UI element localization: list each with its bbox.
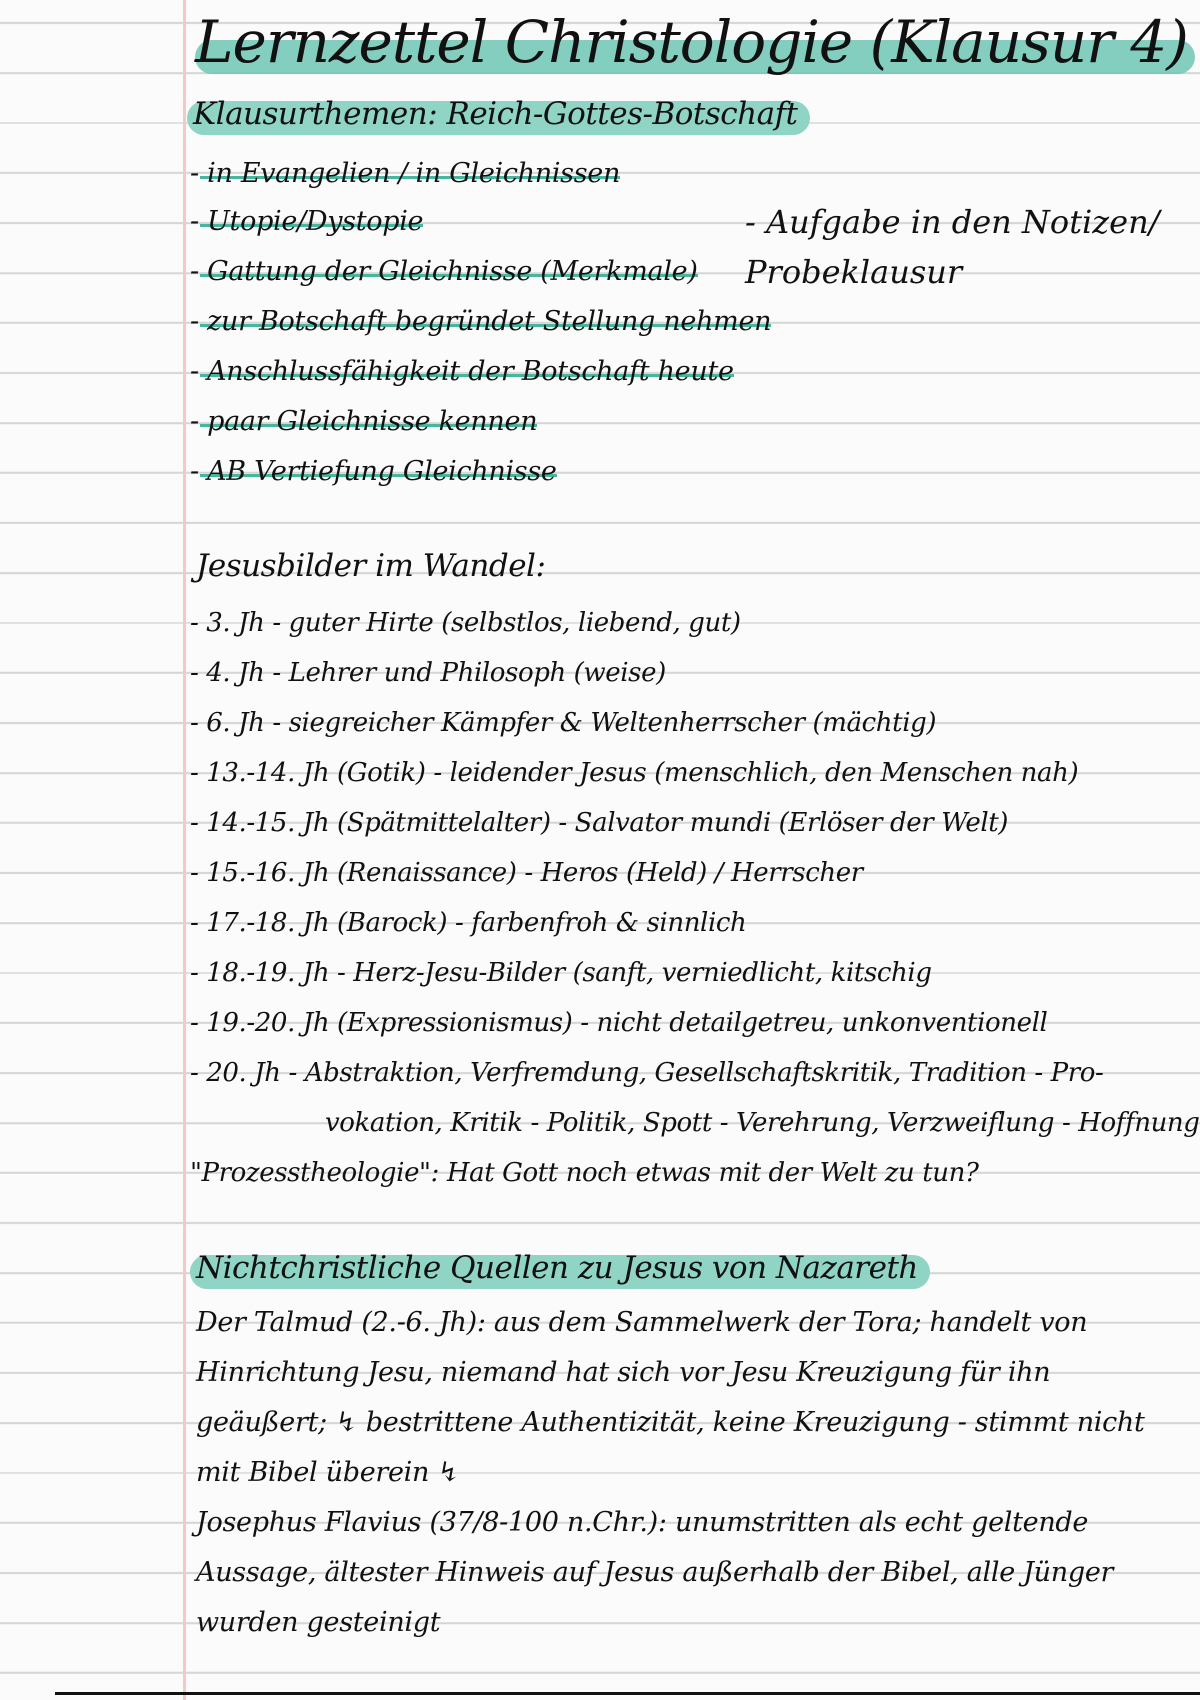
notebook-margin-line [183, 0, 186, 1700]
topic-item [190, 398, 537, 446]
quellen-heading [196, 1243, 918, 1293]
topic-item-label: - paar Gleichnisse kennen [190, 406, 538, 437]
klausurthemen-heading [193, 89, 798, 139]
list-item-continuation: vokation, Kritik - Politik, Spott - Verehrung, Verzweiflung - Hoffnung [325, 1108, 1200, 1138]
topic-item [190, 150, 620, 198]
topic-item-label: - Utopie/Dystopie [190, 206, 424, 237]
talmud-paragraph: Der Talmud (2.-6. Jh): aus dem Sammelwerk der Tora; handelt von Hinrichtung Jesu, niemand hat sich vor Jesu Kreuzigung für ihn geäußert; ↯ bestrittene Authentizität, keine Kreuzigung - stimmt nicht mit Bibel überein ↯ [196, 1307, 1145, 1488]
list-item: - 6. Jh - siegreicher Kämpfer & Weltenherrscher (mächtig) [190, 708, 937, 738]
topic-item [190, 348, 734, 396]
topic-item-label: - Anschlussfähigkeit der Botschaft heute [190, 356, 734, 387]
list-item: - 18.-19. Jh - Herz-Jesu-Bilder (sanft, verniedlicht, kitschig [190, 958, 932, 988]
josephus-paragraph: Josephus Flavius (37/8-100 n.Chr.): unumstritten als echt geltende Aussage, ältester Hinweis auf Jesus außerhalb der Bibel, alle Jünger wurden gesteinigt [196, 1507, 1114, 1638]
topic-item-label: - AB Vertiefung Gleichnisse [190, 456, 557, 487]
quellen-heading-text: Nichtchristliche Quellen zu Jesus von Nazareth [196, 1250, 918, 1286]
jesusbilder-heading [196, 541, 545, 591]
bottom-rule [55, 1692, 1200, 1695]
topic-item [190, 198, 423, 246]
topic-item [190, 298, 771, 346]
topic-item [190, 448, 557, 496]
topic-item-label: - Gattung der Gleichnisse (Merkmale) [190, 256, 698, 287]
jesusbilder-heading-text: Jesusbilder im Wandel: [196, 548, 546, 584]
prozesstheologie-note: "Prozesstheologie": Hat Gott noch etwas mit der Welt zu tun? [190, 1158, 979, 1188]
side-note: - Aufgabe in den Notizen/ Probeklausur [745, 203, 1160, 291]
page-title [195, 0, 1195, 84]
list-item: - 19.-20. Jh (Expressionismus) - nicht detailgetreu, unkonventionell [190, 1008, 1048, 1038]
page-title-text: Lernzettel Christologie (Klausur 4) [195, 8, 1188, 76]
topic-item-label: - zur Botschaft begründet Stellung nehmen [190, 306, 772, 337]
list-item: - 15.-16. Jh (Renaissance) - Heros (Held) / Herrscher [190, 858, 863, 888]
topic-item-label: - in Evangelien / in Gleichnissen [190, 158, 621, 189]
klausurthemen-heading-text: Klausurthemen: Reich-Gottes-Botschaft [193, 96, 798, 132]
list-item: - 3. Jh - guter Hirte (selbstlos, liebend, gut) [190, 608, 741, 638]
topic-item [190, 248, 698, 296]
list-item: - 17.-18. Jh (Barock) - farbenfroh & sinnlich [190, 908, 747, 938]
list-item: - 13.-14. Jh (Gotik) - leidender Jesus (menschlich, den Menschen nah) [190, 758, 1079, 788]
list-item: - 20. Jh - Abstraktion, Verfremdung, Gesellschaftskritik, Tradition - Pro- [190, 1058, 1104, 1088]
list-item: - 4. Jh - Lehrer und Philosoph (weise) [190, 658, 666, 688]
list-item: - 14.-15. Jh (Spätmittelalter) - Salvator mundi (Erlöser der Welt) [190, 808, 1009, 838]
